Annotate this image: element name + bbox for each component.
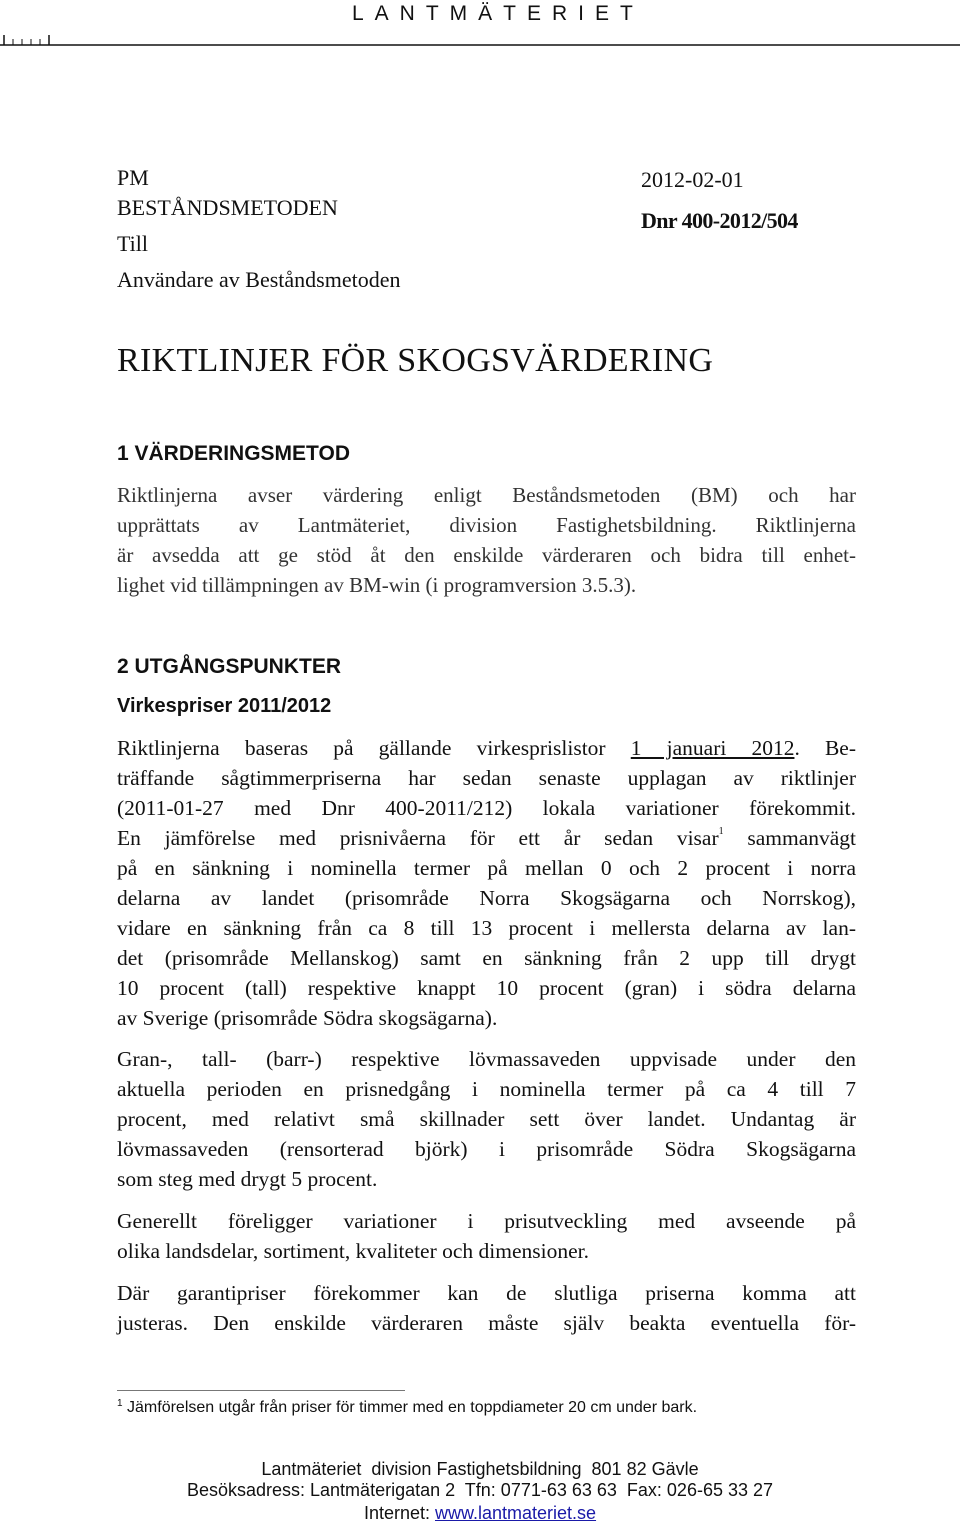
footnote-divider <box>117 1390 405 1391</box>
section-1-paragraph <box>117 480 856 600</box>
section-2-heading: 2 UTGÅNGSPUNKTER <box>117 655 342 678</box>
text-line: (2011-01-27 med Dnr 400-2011/212) lokala variationer förekommit. <box>117 796 856 820</box>
letterhead-ruler <box>0 32 960 46</box>
text-line: det (prisområde Mellanskog) samt en sänkning från 2 upp till drygt <box>117 946 856 970</box>
letterhead-logo: LANTMÄTERIET <box>352 2 644 25</box>
text-line: olika landsdelar, sortiment, kvaliteter och dimensioner. <box>117 1239 590 1263</box>
text-segment: . Be- <box>794 736 856 760</box>
text-line: träffande sågtimmerpriserna har sedan senaste upplagan av riktlinjer <box>117 766 856 790</box>
section-2-paragraph-2 <box>117 1044 856 1194</box>
text-line: som steg med drygt 5 procent. <box>117 1167 378 1191</box>
text-line: Gran-, tall- (barr-) respektive lövmassaveden uppvisade under den <box>117 1047 856 1071</box>
date-link[interactable]: 1 januari 2012 <box>630 736 795 760</box>
doc-type: PM <box>117 165 149 190</box>
text-segment: sammanvägt <box>723 826 857 850</box>
text-segment: En jämförelse med prisnivåerna för ett år sedan visar <box>117 826 719 850</box>
section-2-paragraph-3 <box>117 1206 856 1266</box>
method-name: BESTÅNDSMETODEN <box>117 195 338 220</box>
text-line: lövmassaveden (rensorterad björk) i prisområde Södra Skogsägarna <box>117 1137 856 1161</box>
to-label: Till <box>117 231 149 256</box>
section-2-paragraph-4 <box>117 1278 856 1338</box>
text-line: av Sverige (prisområde Södra skogsägarna). <box>117 1006 498 1030</box>
text-line: Där garantipriser förekommer kan de slutliga priserna komma att <box>117 1281 856 1305</box>
doc-dnr: Dnr 400-2012/504 <box>641 208 798 233</box>
text-line: delarna av landet (prisområde Norra Skogsägarna och Norrskog), <box>117 886 856 910</box>
text-line: är avsedda att ge stöd åt den enskilde värderaren och bidra till enhet- <box>117 543 856 567</box>
text-line: upprättats av Lantmäteriet, division Fastighetsbildning. Riktlinjerna <box>117 513 856 537</box>
page-title: RIKTLINJER FÖR SKOGSVÄRDERING <box>117 342 714 379</box>
text-line <box>117 823 856 853</box>
section-2-paragraph-1 <box>117 733 856 1033</box>
footnote <box>117 1398 697 1417</box>
text-line: Generellt föreligger variationer i prisutveckling med avseende på <box>117 1209 856 1233</box>
website-link[interactable]: www.lantmateriet.se <box>434 1503 597 1523</box>
footer-internet <box>0 1503 960 1524</box>
recipient: Användare av Beståndsmetoden <box>117 267 401 292</box>
text-line <box>117 733 856 763</box>
text-line: vidare en sänkning från ca 8 till 13 procent i mellersta delarna av lan- <box>117 916 856 940</box>
internet-label: Internet: <box>363 1503 435 1523</box>
text-line: på en sänkning i nominella termer på mellan 0 och 2 procent i norra <box>117 856 856 880</box>
footnote-number: 1 <box>117 1398 123 1409</box>
text-line: justeras. Den enskilde värderaren måste själv beakta eventuella för- <box>117 1311 856 1335</box>
section-1-heading: 1 VÄRDERINGSMETOD <box>117 442 350 465</box>
footer-contact: Besöksadress: Lantmäterigatan 2 Tfn: 0771-63 63 63 Fax: 026-65 33 27 <box>186 1480 774 1500</box>
doc-date: 2012-02-01 <box>641 167 744 192</box>
footnote-text: Jämförelsen utgår från priser för timmer med en toppdiameter 20 cm under bark. <box>127 1399 698 1416</box>
text-line: 10 procent (tall) respektive knappt 10 procent (gran) i södra delarna <box>117 976 856 1000</box>
footnote-ref[interactable]: 1 <box>718 826 724 837</box>
text-line: Riktlinjerna avser värdering enligt Beståndsmetoden (BM) och har <box>117 483 856 507</box>
text-line: procent, med relativt små skillnader sett över landet. Undantag är <box>117 1107 856 1131</box>
text-line: aktuella perioden en prisnedgång i nominella termer på ca 4 till 7 <box>117 1077 856 1101</box>
text-segment: Riktlinjerna baseras på gällande virkesprislistor <box>117 736 606 760</box>
text-line: lighet vid tillämpningen av BM-win (i programversion 3.5.3). <box>117 573 637 597</box>
footer-address: Lantmäteriet division Fastighetsbildning 801 82 Gävle <box>261 1459 699 1479</box>
section-2-subheading: Virkespriser 2011/2012 <box>117 695 332 717</box>
